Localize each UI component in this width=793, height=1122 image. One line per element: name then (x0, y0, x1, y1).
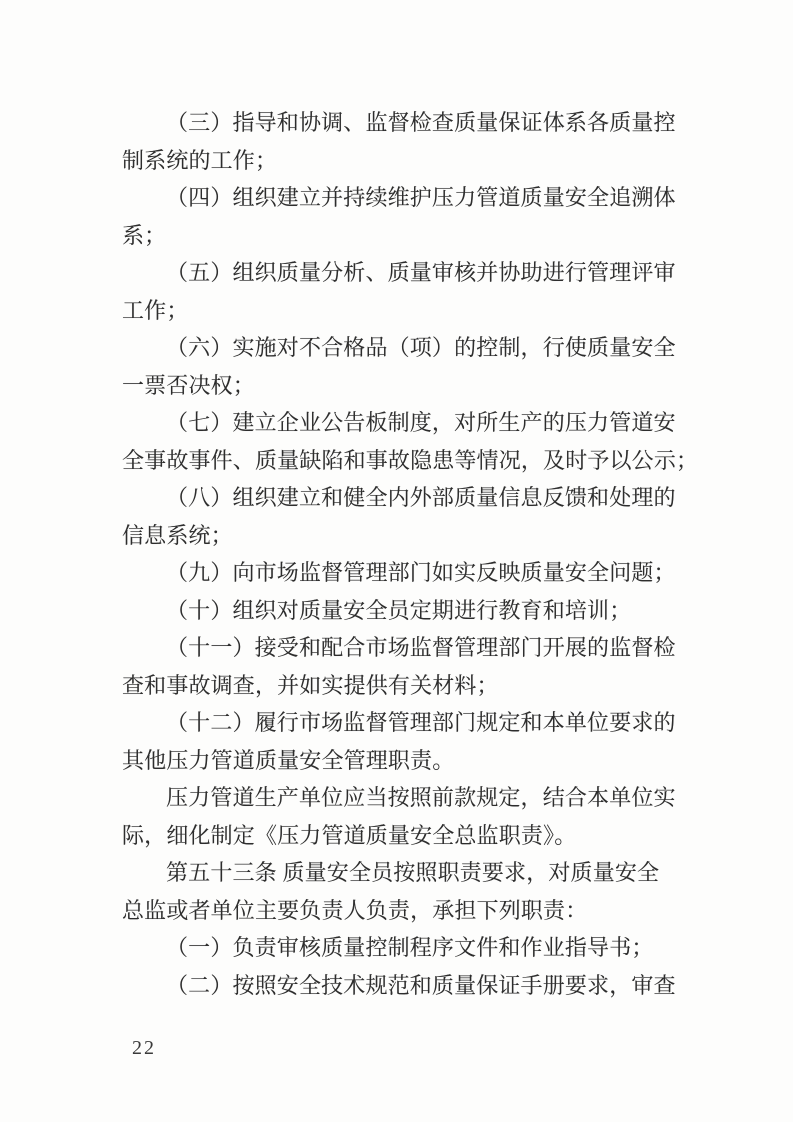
text-line: （八）组织建立和健全内外部质量信息反馈和处理的 (166, 485, 676, 510)
paragraph (122, 592, 682, 630)
text-line: （一）负责审核质量控制程序文件和作业指导书； (166, 935, 654, 960)
text-line: 查和事故调查，并如实提供有关材料； (122, 672, 499, 698)
text-line: 信息系统； (122, 522, 233, 548)
text-line: 总监或者单位主要负责人负责，承担下列职责： (122, 897, 588, 923)
text-line: （三）指导和协调、监督检查质量保证体系各质量控 (166, 110, 676, 135)
text-line: （十一）接受和配合市场监督管理部门开展的监督检 (166, 635, 676, 660)
document-body-text (122, 104, 699, 1004)
paragraph (122, 554, 682, 592)
text-line: （四）组织建立并持续维护压力管道质量安全追溯体 (166, 185, 676, 210)
text-line: （七）建立企业公告板制度，对所生产的压力管道安 (166, 410, 676, 435)
text-line: 全事故事件、质量缺陷和事故隐患等情况，及时予以公示； (122, 447, 699, 473)
text-line: 压力管道生产单位应当按照前款规定，结合本单位实 (166, 785, 676, 810)
paragraph (122, 704, 682, 779)
text-line: 际，细化制定《压力管道质量安全总监职责》。 (122, 822, 577, 848)
paragraph (122, 629, 682, 704)
text-line: （九）向市场监督管理部门如实反映质量安全问题； (166, 560, 676, 585)
text-line: 一票否决权； (122, 372, 255, 398)
text-line: （十）组织对质量安全员定期进行教育和培训； (166, 597, 632, 623)
text-line: 工作； (122, 297, 189, 323)
paragraph (122, 179, 682, 254)
paragraph (122, 404, 699, 479)
paragraph (122, 929, 682, 967)
text-line: 第五十三条 质量安全员按照职责要求，对质量安全 (166, 860, 660, 885)
text-line: （二）按照安全技术规范和质量保证手册要求，审查 (166, 972, 676, 998)
paragraph (122, 254, 682, 329)
paragraph (122, 779, 682, 854)
text-line: （五）组织质量分析、质量审核并协助进行管理评审 (166, 260, 676, 285)
text-line: 系； (122, 222, 167, 248)
text-line: 制系统的工作； (122, 147, 278, 173)
paragraph (122, 854, 682, 929)
text-line: 其他压力管道质量安全管理职责。 (122, 747, 455, 773)
page-number: 22 (132, 1037, 156, 1059)
paragraph (122, 104, 682, 179)
text-line: （十二）履行市场监督管理部门规定和本单位要求的 (166, 710, 676, 735)
paragraph (122, 329, 682, 404)
paragraph (122, 967, 682, 1005)
text-line: （六）实施对不合格品（项）的控制，行使质量安全 (166, 335, 676, 360)
paragraph (122, 479, 682, 554)
